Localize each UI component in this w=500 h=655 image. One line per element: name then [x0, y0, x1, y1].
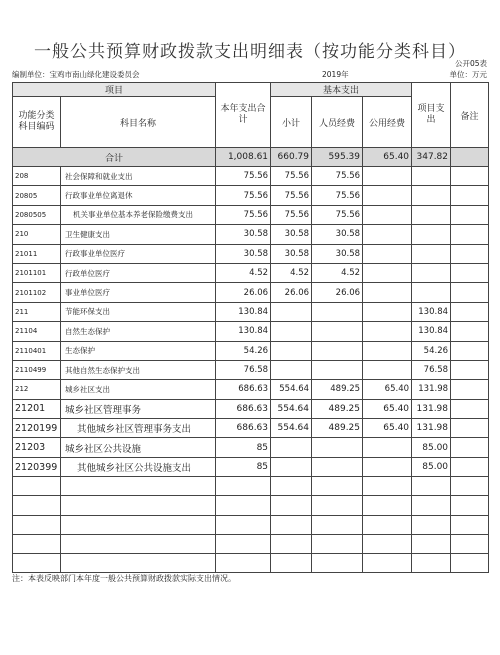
empty-cell: [312, 534, 363, 553]
empty-cell: [216, 515, 271, 534]
subject-name-cell: 行政事业单位离退休: [61, 186, 216, 205]
empty-cell: [312, 554, 363, 573]
empty-row: [13, 534, 489, 553]
total-cell: 686.63: [216, 399, 271, 418]
empty-cell: [271, 477, 312, 496]
header-remark: 备注: [451, 83, 489, 148]
remark-cell: [451, 167, 489, 186]
project-cell: [412, 263, 451, 282]
empty-cell: [451, 554, 489, 573]
code-cell: 20805: [13, 186, 61, 205]
empty-cell: [61, 534, 216, 553]
table-row: [13, 283, 489, 302]
project-cell: [412, 225, 451, 244]
remark-cell: [451, 399, 489, 418]
empty-cell: [61, 496, 216, 515]
empty-row: [13, 515, 489, 534]
remark-cell: [451, 186, 489, 205]
personnel-cell: 489.25: [312, 380, 363, 399]
code-cell: 21201: [13, 399, 61, 418]
remark-cell: [451, 148, 489, 167]
total-cell: 686.63: [216, 380, 271, 399]
public-cell: [363, 283, 412, 302]
basic-subtotal-cell: 75.56: [271, 167, 312, 186]
subject-name-cell: 城乡社区管理事务: [61, 399, 216, 418]
basic-subtotal-cell: 554.64: [271, 419, 312, 438]
remark-cell: [451, 225, 489, 244]
personnel-cell: 30.58: [312, 244, 363, 263]
total-cell: 30.58: [216, 244, 271, 263]
table-row: [13, 244, 489, 263]
empty-cell: [451, 477, 489, 496]
remark-cell: [451, 419, 489, 438]
basic-subtotal-cell: 30.58: [271, 244, 312, 263]
remark-cell: [451, 244, 489, 263]
basic-subtotal-cell: [271, 322, 312, 341]
code-cell: 2120199: [13, 419, 61, 438]
empty-cell: [13, 496, 61, 515]
code-cell: 212: [13, 380, 61, 399]
personnel-cell: 75.56: [312, 186, 363, 205]
personnel-cell: 75.56: [312, 205, 363, 224]
subject-name-cell: 城乡社区公共设施: [61, 438, 216, 457]
header-name: 科目名称: [61, 97, 216, 148]
code-cell: 210: [13, 225, 61, 244]
table-row: [13, 457, 489, 476]
subject-name-cell: 其他城乡社区公共设施支出: [61, 457, 216, 476]
empty-row: [13, 477, 489, 496]
empty-cell: [271, 554, 312, 573]
header-project-expense: 项目支出: [412, 83, 451, 148]
expenditure-detail-table: [12, 82, 489, 573]
total-cell: 54.26: [216, 341, 271, 360]
remark-cell: [451, 263, 489, 282]
total-cell: 30.58: [216, 225, 271, 244]
table-row: [13, 302, 489, 321]
header-code: 功能分类科目编码: [13, 97, 61, 148]
project-cell: 85.00: [412, 438, 451, 457]
table-row: [13, 167, 489, 186]
code-cell: 2080505: [13, 205, 61, 224]
total-cell: 26.06: [216, 283, 271, 302]
personnel-cell: 489.25: [312, 399, 363, 418]
code-cell: 2110401: [13, 341, 61, 360]
remark-cell: [451, 283, 489, 302]
total-row: [13, 148, 489, 167]
project-cell: 131.98: [412, 419, 451, 438]
public-cell: [363, 360, 412, 379]
total-cell: 85: [216, 457, 271, 476]
project-cell: 76.58: [412, 360, 451, 379]
basic-subtotal-cell: 75.56: [271, 186, 312, 205]
public-cell: [363, 341, 412, 360]
personnel-cell: 30.58: [312, 225, 363, 244]
personnel-cell: [312, 302, 363, 321]
empty-cell: [363, 554, 412, 573]
empty-cell: [216, 554, 271, 573]
empty-cell: [312, 477, 363, 496]
empty-cell: [271, 534, 312, 553]
total-cell: 1,008.61: [216, 148, 271, 167]
public-cell: [363, 225, 412, 244]
organization-label: 编制单位：宝鸡市南山绿化建设委员会: [12, 70, 140, 79]
empty-cell: [451, 515, 489, 534]
total-cell: 130.84: [216, 322, 271, 341]
empty-cell: [13, 534, 61, 553]
personnel-cell: [312, 322, 363, 341]
public-cell: 65.40: [363, 399, 412, 418]
empty-cell: [412, 534, 451, 553]
project-cell: 347.82: [412, 148, 451, 167]
public-cell: [363, 263, 412, 282]
subject-name-cell: 行政单位医疗: [61, 263, 216, 282]
project-cell: 131.98: [412, 380, 451, 399]
personnel-cell: [312, 438, 363, 457]
subject-name-cell: 城乡社区支出: [61, 380, 216, 399]
project-cell: 131.98: [412, 399, 451, 418]
subject-name-cell: 其他自然生态保护支出: [61, 360, 216, 379]
year-label: 2019年: [322, 70, 349, 79]
empty-cell: [61, 515, 216, 534]
total-cell: 85: [216, 438, 271, 457]
personnel-cell: 4.52: [312, 263, 363, 282]
public-cell: [363, 457, 412, 476]
code-cell: 211: [13, 302, 61, 321]
personnel-cell: 26.06: [312, 283, 363, 302]
remark-cell: [451, 380, 489, 399]
empty-cell: [216, 477, 271, 496]
project-cell: [412, 167, 451, 186]
table-row: [13, 263, 489, 282]
personnel-cell: [312, 360, 363, 379]
empty-row: [13, 496, 489, 515]
public-cell: [363, 244, 412, 263]
empty-cell: [13, 515, 61, 534]
remark-cell: [451, 322, 489, 341]
remark-cell: [451, 302, 489, 321]
subject-name-cell: 事业单位医疗: [61, 283, 216, 302]
public-cell: [363, 302, 412, 321]
form-number: 公开05表: [454, 59, 487, 68]
header-project: 项目: [13, 83, 216, 97]
remark-cell: [451, 360, 489, 379]
subject-name-cell: 社会保障和就业支出: [61, 167, 216, 186]
project-cell: [412, 186, 451, 205]
table-row: [13, 419, 489, 438]
empty-row: [13, 554, 489, 573]
empty-cell: [451, 496, 489, 515]
basic-subtotal-cell: 554.64: [271, 399, 312, 418]
header-basic: 基本支出: [271, 83, 412, 97]
empty-cell: [412, 477, 451, 496]
empty-cell: [363, 477, 412, 496]
remark-cell: [451, 457, 489, 476]
empty-cell: [363, 534, 412, 553]
table-row: [13, 205, 489, 224]
remark-cell: [451, 205, 489, 224]
empty-cell: [271, 496, 312, 515]
code-cell: 21011: [13, 244, 61, 263]
basic-subtotal-cell: 30.58: [271, 225, 312, 244]
subject-name-cell: 生态保护: [61, 341, 216, 360]
basic-subtotal-cell: 4.52: [271, 263, 312, 282]
basic-subtotal-cell: 554.64: [271, 380, 312, 399]
remark-cell: [451, 341, 489, 360]
empty-cell: [312, 496, 363, 515]
header-total: 本年支出合计: [216, 83, 271, 148]
empty-cell: [13, 554, 61, 573]
basic-subtotal-cell: [271, 438, 312, 457]
project-cell: 85.00: [412, 457, 451, 476]
total-cell: 75.56: [216, 205, 271, 224]
code-cell: 208: [13, 167, 61, 186]
subject-name-cell: 自然生态保护: [61, 322, 216, 341]
personnel-cell: [312, 341, 363, 360]
basic-subtotal-cell: [271, 360, 312, 379]
table-row: [13, 225, 489, 244]
total-cell: 130.84: [216, 302, 271, 321]
subject-name-cell: 卫生健康支出: [61, 225, 216, 244]
empty-cell: [412, 496, 451, 515]
remark-cell: [451, 438, 489, 457]
table-row: [13, 360, 489, 379]
code-cell: 2101102: [13, 283, 61, 302]
public-cell: 65.40: [363, 419, 412, 438]
code-cell: 21203: [13, 438, 61, 457]
empty-cell: [271, 515, 312, 534]
empty-cell: [451, 534, 489, 553]
personnel-cell: 595.39: [312, 148, 363, 167]
project-cell: [412, 205, 451, 224]
basic-subtotal-cell: [271, 341, 312, 360]
empty-cell: [216, 496, 271, 515]
total-cell: 686.63: [216, 419, 271, 438]
page-title: 一般公共预算财政拨款支出明细表（按功能分类科目）: [34, 42, 466, 62]
empty-cell: [61, 554, 216, 573]
basic-subtotal-cell: 26.06: [271, 283, 312, 302]
subject-name-cell: 行政事业单位医疗: [61, 244, 216, 263]
empty-cell: [61, 477, 216, 496]
basic-subtotal-cell: 660.79: [271, 148, 312, 167]
project-cell: [412, 244, 451, 263]
basic-subtotal-cell: [271, 457, 312, 476]
public-cell: 65.40: [363, 380, 412, 399]
project-cell: 54.26: [412, 341, 451, 360]
total-cell: 75.56: [216, 186, 271, 205]
table-row: [13, 438, 489, 457]
header-public: 公用经费: [363, 97, 412, 148]
public-cell: [363, 438, 412, 457]
empty-cell: [363, 515, 412, 534]
personnel-cell: [312, 457, 363, 476]
header-personnel: 人员经费: [312, 97, 363, 148]
empty-cell: [216, 534, 271, 553]
table-row: [13, 341, 489, 360]
personnel-cell: 75.56: [312, 167, 363, 186]
project-cell: [412, 283, 451, 302]
public-cell: [363, 205, 412, 224]
code-cell: 2120399: [13, 457, 61, 476]
code-cell: 21104: [13, 322, 61, 341]
header-subtotal: 小计: [271, 97, 312, 148]
code-cell: 2101101: [13, 263, 61, 282]
total-label: 合计: [13, 148, 216, 167]
basic-subtotal-cell: [271, 302, 312, 321]
table-row: [13, 399, 489, 418]
header-row-1: [13, 83, 489, 97]
empty-cell: [312, 515, 363, 534]
empty-cell: [412, 515, 451, 534]
footnote: 注：本表反映部门本年度一般公共预算财政拨款实际支出情况。: [12, 574, 236, 583]
subject-name-cell: 节能环保支出: [61, 302, 216, 321]
unit-label: 单位：万元: [449, 70, 487, 79]
public-cell: 65.40: [363, 148, 412, 167]
total-cell: 76.58: [216, 360, 271, 379]
table-row: [13, 380, 489, 399]
subject-name-cell: 其他城乡社区管理事务支出: [61, 419, 216, 438]
empty-cell: [412, 554, 451, 573]
basic-subtotal-cell: 75.56: [271, 205, 312, 224]
total-cell: 75.56: [216, 167, 271, 186]
empty-cell: [13, 477, 61, 496]
empty-cell: [363, 496, 412, 515]
public-cell: [363, 186, 412, 205]
code-cell: 2110499: [13, 360, 61, 379]
table-row: [13, 186, 489, 205]
table-row: [13, 322, 489, 341]
project-cell: 130.84: [412, 302, 451, 321]
project-cell: 130.84: [412, 322, 451, 341]
subject-name-cell: 机关事业单位基本养老保险缴费支出: [61, 205, 216, 224]
public-cell: [363, 167, 412, 186]
personnel-cell: 489.25: [312, 419, 363, 438]
total-cell: 4.52: [216, 263, 271, 282]
public-cell: [363, 322, 412, 341]
